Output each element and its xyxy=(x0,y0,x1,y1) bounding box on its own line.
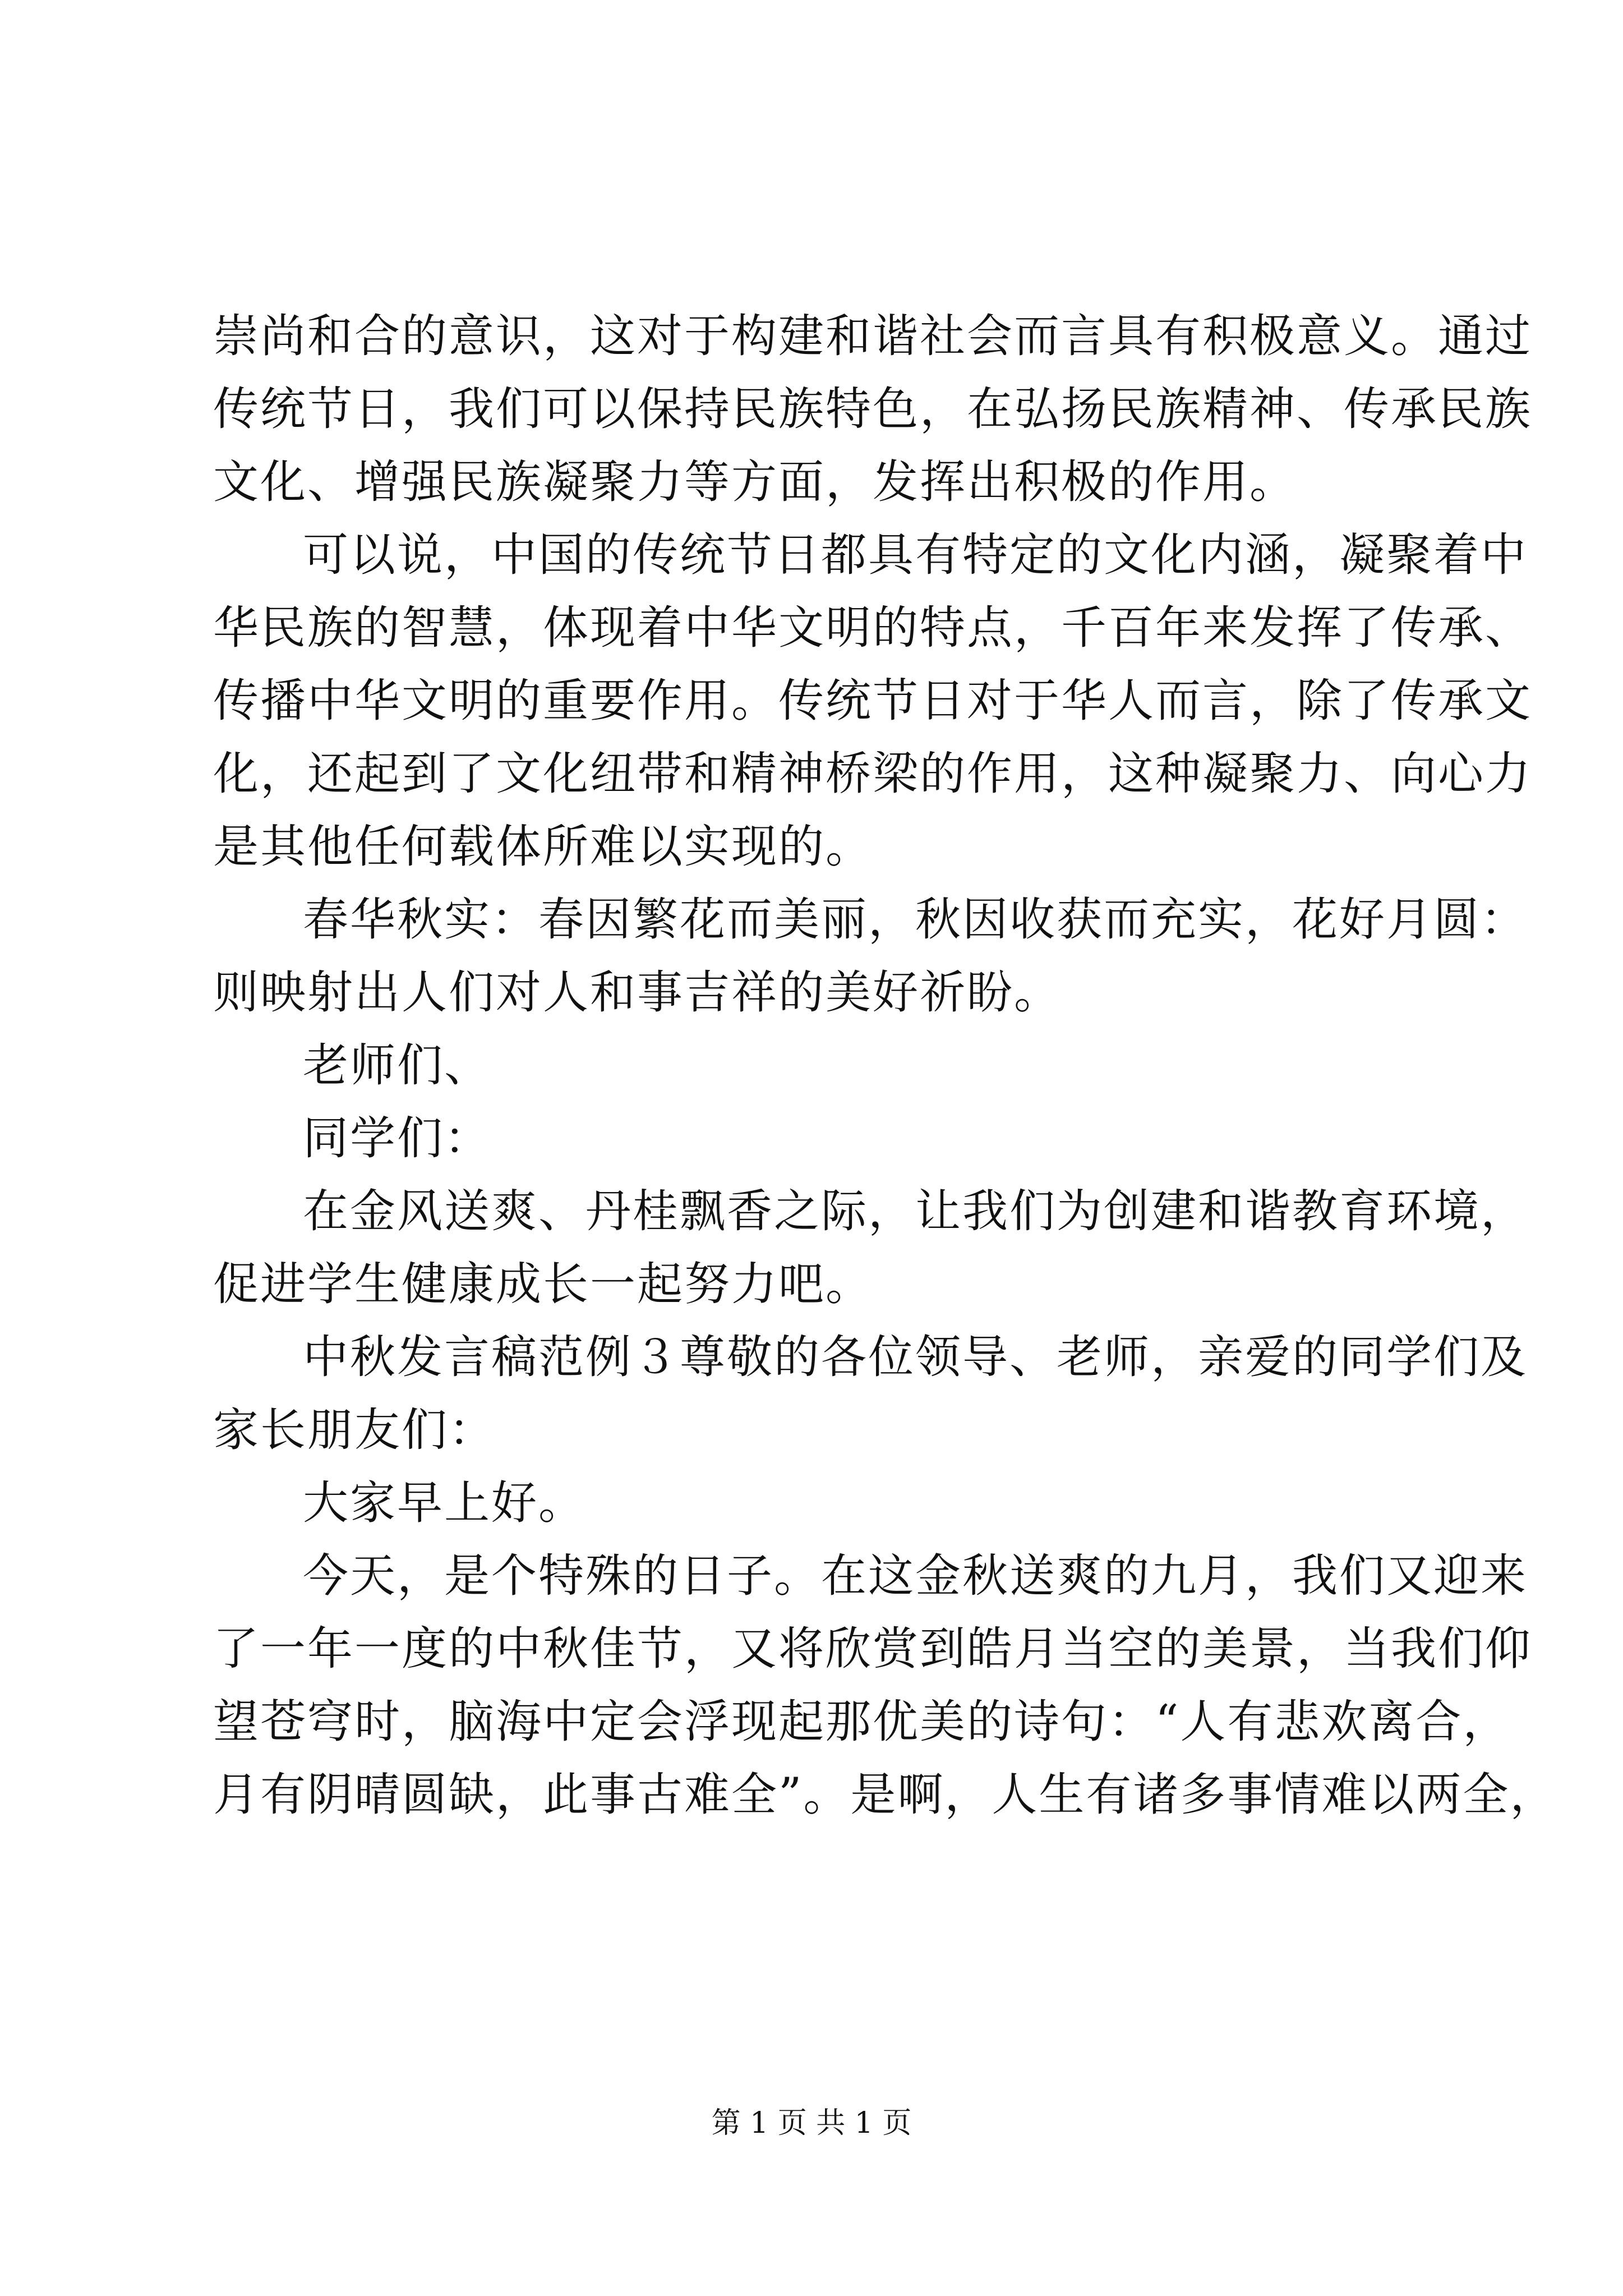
text-line: 则映射出人们对人和事吉祥的美好祈盼。 xyxy=(213,967,1062,1019)
text-line: 化，还起到了文化纽带和精神桥梁的作用，这种凝聚力、向心力 xyxy=(213,748,1533,800)
text-line: 望苍穹时，脑海中定会浮现起那优美的诗句：“人有悲欢离合， xyxy=(213,1696,1510,1749)
text-line: 华民族的智慧，体现着中华文明的特点，千百年来发挥了传承、 xyxy=(213,602,1533,655)
text-line: 了一年一度的中秋佳节，又将欣赏到皓月当空的美景，当我们仰 xyxy=(213,1623,1533,1676)
text-line: 在金风送爽、丹桂飘香之际，让我们为创建和谐教育环境， xyxy=(303,1185,1528,1238)
text-line: 是其他任何载体所难以实现的。 xyxy=(213,821,873,873)
text-line: 今天，是个特殊的日子。在这金秋送爽的九月，我们又迎来 xyxy=(303,1550,1528,1603)
text-line: 老师们、 xyxy=(303,1039,492,1092)
page-number-footer: 第 1 页 共 1 页 xyxy=(711,2106,912,2140)
text-line: 文化、增强民族凝聚力等方面，发挥出积极的作用。 xyxy=(213,456,1297,509)
text-line: 传统节日，我们可以保持民族特色，在弘扬民族精神、传承民族 xyxy=(213,383,1533,436)
text-line: 促进学生健康成长一起努力吧。 xyxy=(213,1258,873,1311)
text-line: 可以说，中国的传统节日都具有特定的文化内涵，凝聚着中 xyxy=(303,529,1528,582)
text-line: 中秋发言稿范例３尊敬的各位领导、老师，亲爱的同学们及 xyxy=(303,1331,1528,1384)
text-line: 春华秋实：春因繁花而美丽，秋因收获而充实，花好月圆： xyxy=(303,894,1528,946)
text-line: 崇尚和合的意识，这对于构建和谐社会而言具有积极意义。通过 xyxy=(213,310,1533,363)
text-line: 传播中华文明的重要作用。传统节日对于华人而言，除了传承文 xyxy=(213,675,1533,728)
text-line: 大家早上好。 xyxy=(303,1477,586,1530)
text-line: 月有阴晴圆缺，此事古难全”。是啊，人生有诸多事情难以两全， xyxy=(213,1769,1557,1821)
text-line: 同学们： xyxy=(303,1112,492,1165)
text-line: 家长朋友们： xyxy=(213,1404,496,1457)
